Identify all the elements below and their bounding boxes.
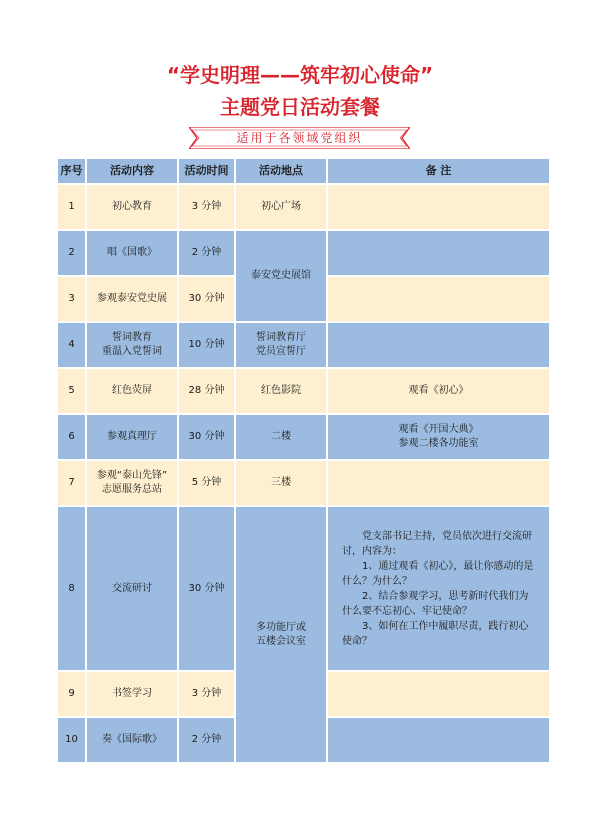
row-3-no: 3 xyxy=(58,277,85,321)
row-10-no: 10 xyxy=(58,718,85,762)
row-8-no: 8 xyxy=(58,507,85,670)
header-note: 备 注 xyxy=(328,159,549,183)
row-7-no: 7 xyxy=(58,461,85,505)
row-8-time: 30 分钟 xyxy=(179,507,234,670)
row-6-no: 6 xyxy=(58,415,85,459)
row-7-content: 参观“泰山先锋” 志愿服务总站 xyxy=(87,461,177,505)
row-9-no: 9 xyxy=(58,672,85,716)
row-2-note xyxy=(328,231,549,275)
title-line-2: 主题党日活动套餐 xyxy=(220,95,380,119)
row-3-content: 参观泰安党史展 xyxy=(87,277,177,321)
subtitle-ribbon xyxy=(189,127,410,149)
row-4-content: 誓词教育 重温入党誓词 xyxy=(87,323,177,367)
header-place: 活动地点 xyxy=(236,159,326,183)
row-2-3-place: 泰安党史展馆 xyxy=(236,231,326,321)
row-1-no: 1 xyxy=(58,185,85,229)
header-no: 序号 xyxy=(58,159,85,183)
row-2-no: 2 xyxy=(58,231,85,275)
row-8-note xyxy=(328,507,549,670)
row-7-note xyxy=(328,461,549,505)
row-6-content: 参观真理厅 xyxy=(87,415,177,459)
row-2-time: 2 分钟 xyxy=(179,231,234,275)
row-3-time: 30 分钟 xyxy=(179,277,234,321)
row-2-content: 唱《国歌》 xyxy=(87,231,177,275)
row-5-place: 红色影院 xyxy=(236,369,326,413)
row-3-note xyxy=(328,277,549,321)
row-8-note-text: 党支部书记主持，党员依次进行交流研讨，内容为： 1、通过观看《初心》，最让你感动的是什么？为什么？ 2、结合参观学习，思考新时代我们为什么要不忘初心、牢记使命？ 3、如何在工作中履职尽责，践行初心使命？ xyxy=(342,530,534,647)
row-9-note xyxy=(328,672,549,716)
row-10-note xyxy=(328,718,549,762)
activity-table xyxy=(58,159,549,762)
row-5-note: 观看《初心》 xyxy=(328,369,549,413)
row-1-note xyxy=(328,185,549,229)
row-7-time: 5 分钟 xyxy=(179,461,234,505)
row-5-time: 28 分钟 xyxy=(179,369,234,413)
row-6-time: 30 分钟 xyxy=(179,415,234,459)
row-4-time: 10 分钟 xyxy=(179,323,234,367)
row-4-note xyxy=(328,323,549,367)
row-9-time: 3 分钟 xyxy=(179,672,234,716)
header-content: 活动内容 xyxy=(87,159,177,183)
row-8-10-place: 多功能厅或 五楼会议室 xyxy=(236,507,326,762)
row-1-content: 初心教育 xyxy=(87,185,177,229)
row-10-content: 奏《国际歌》 xyxy=(87,718,177,762)
row-6-note: 观看《开国大典》 参观二楼各功能室 xyxy=(328,415,549,459)
row-4-place: 誓词教育厅 党员宣誓厅 xyxy=(236,323,326,367)
row-10-time: 2 分钟 xyxy=(179,718,234,762)
header-time: 活动时间 xyxy=(179,159,234,183)
row-1-time: 3 分钟 xyxy=(179,185,234,229)
row-7-place: 三楼 xyxy=(236,461,326,505)
row-8-content: 交流研讨 xyxy=(87,507,177,670)
row-4-no: 4 xyxy=(58,323,85,367)
row-1-place: 初心广场 xyxy=(236,185,326,229)
row-6-place: 二楼 xyxy=(236,415,326,459)
row-9-content: 书签学习 xyxy=(87,672,177,716)
row-5-no: 5 xyxy=(58,369,85,413)
title-line-1: “学史明理——筑牢初心使命” xyxy=(166,63,434,87)
row-5-content: 红色荧屏 xyxy=(87,369,177,413)
subtitle-text: 适用于各领域党组织 xyxy=(236,131,363,145)
